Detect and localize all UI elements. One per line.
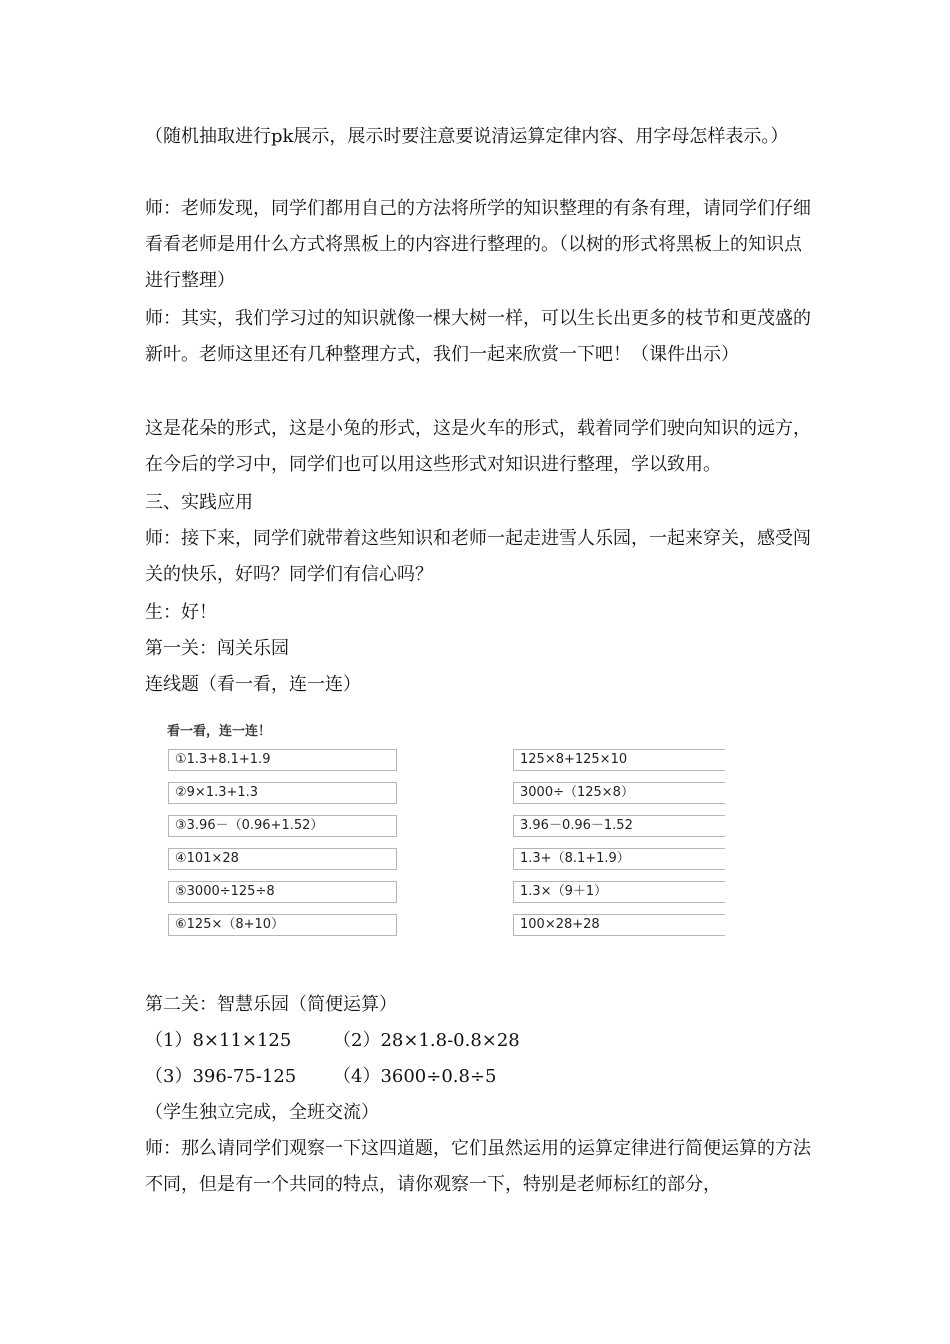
paragraph-independent-work: （学生独立完成，全班交流） (145, 1102, 379, 1123)
level-two-heading: 第二关：智慧乐园（简便运算） (145, 994, 397, 1015)
matching-right-item: 3.96－0.96－1.52 (513, 815, 725, 837)
matching-figure-title: 看一看，连一连！ (167, 724, 272, 739)
matching-left-item: ⑤3000÷125÷8 (168, 881, 397, 903)
section-heading-practice: 三、实践应用 (145, 492, 253, 513)
paragraph-teacher-big-tree: 师：其实，我们学习过的知识就像一棵大树一样，可以生长出更多的枝节和更茂盛的新叶。老师这里还有几种整理方式，我们一起来欣赏一下吧！（课件出示） (145, 308, 811, 365)
calculation-item: （1）8×11×125 (145, 1030, 292, 1051)
paragraph-teacher-tree: 师：老师发现，同学们都用自己的方法将所学的知识整理的有条有理，请同学们仔细看看老师是用什么方式将黑板上的内容进行整理的。（以树的形式将黑板上的知识点进行整理） (145, 198, 811, 291)
paragraph-forms: 这是花朵的形式，这是小兔的形式，这是火车的形式，载着同学们驶向知识的远方，在今后的学习中，同学们也可以用这些形式对知识进行整理，学以致用。 (145, 418, 811, 475)
matching-right-item: 125×8+125×10 (513, 749, 725, 771)
paragraph-teacher-snowman: 师：接下来，同学们就带着这些知识和老师一起走进雪人乐园，一起来穿关，感受闯关的快乐，好吗？同学们有信心吗？ (145, 528, 811, 585)
paragraph-random-pk: （随机抽取进行pk展示，展示时要注意要说清运算定律内容、用字母怎样表示。） (145, 126, 789, 147)
matching-right-item: 3000÷（125×8） (513, 782, 725, 804)
calculation-item: （2）28×1.8-0.8×28 (333, 1030, 520, 1051)
matching-left-item: ③3.96－（0.96+1.52） (168, 815, 397, 837)
matching-left-item: ②9×1.3+1.3 (168, 782, 397, 804)
matching-exercise-figure (165, 718, 730, 946)
matching-right-item: 100×28+28 (513, 914, 725, 936)
matching-heading: 连线题（看一看，连一连） (145, 674, 361, 695)
matching-left-item: ①1.3+8.1+1.9 (168, 749, 397, 771)
calculation-item: （3）396-75-125 (145, 1066, 297, 1087)
calculation-item: （4）3600÷0.8÷5 (333, 1066, 497, 1087)
matching-right-item: 1.3×（9＋1） (513, 881, 725, 903)
matching-left-item: ⑥125×（8+10） (168, 914, 397, 936)
level-one-heading: 第一关：闯关乐园 (145, 638, 289, 659)
matching-left-item: ④101×28 (168, 848, 397, 870)
paragraph-student-reply: 生：好！ (145, 602, 217, 623)
matching-right-item: 1.3+（8.1+1.9） (513, 848, 725, 870)
paragraph-teacher-observe: 师：那么请同学们观察一下这四道题，它们虽然运用的运算定律进行简便运算的方法不同，但是有一个共同的特点，请你观察一下，特别是老师标红的部分， (145, 1138, 811, 1195)
